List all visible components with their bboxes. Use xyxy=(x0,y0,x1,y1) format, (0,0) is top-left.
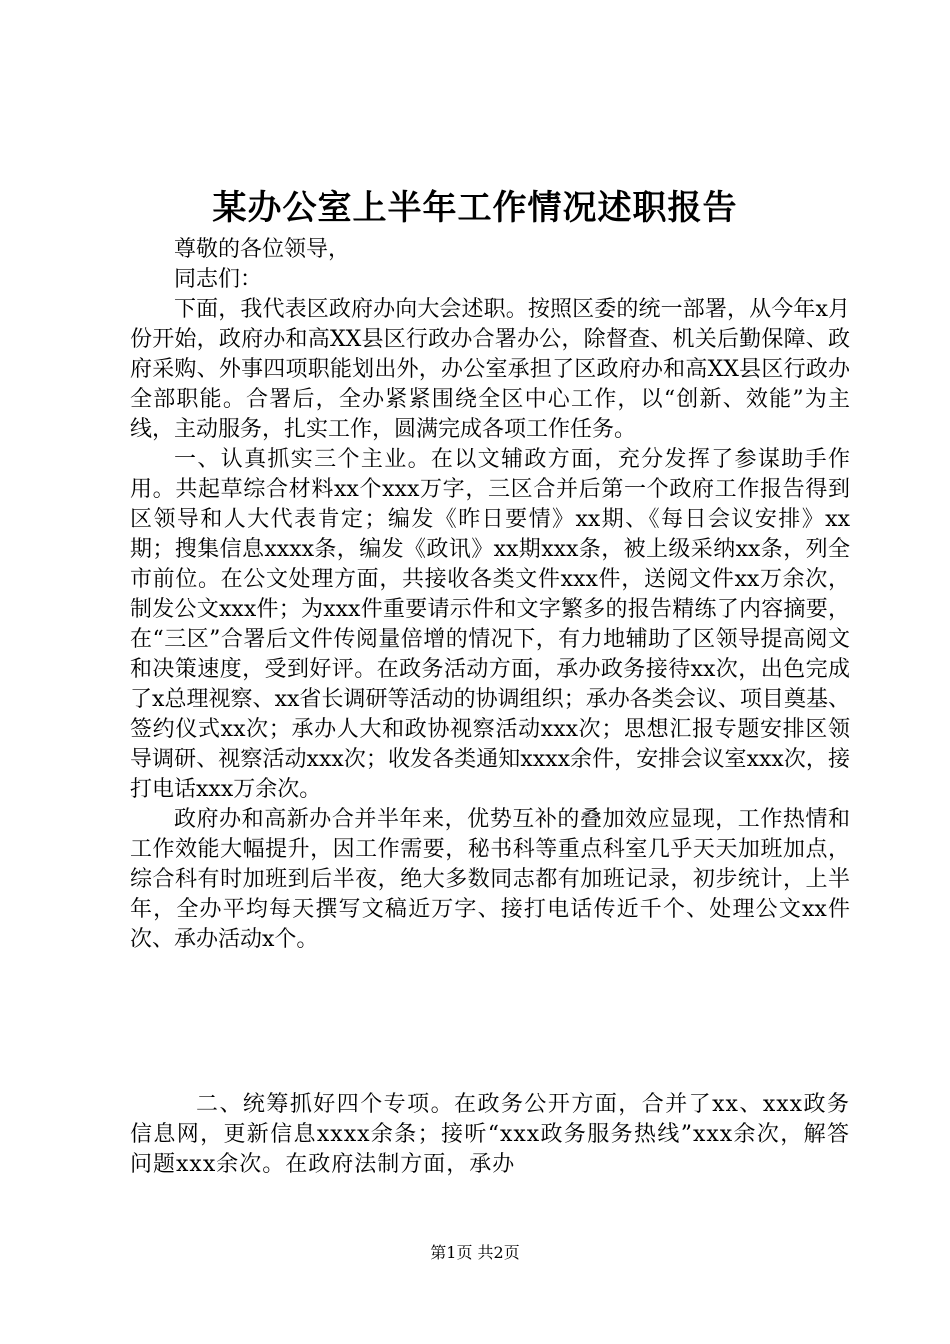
document-body-section-2 xyxy=(130,1090,850,1180)
paragraph-intro: 下面，我代表区政府办向大会述职。按照区委的统一部署，从今年x月份开始，政府办和高XX县区行政办合署办公，除督查、机关后勤保障、政府采购、外事四项职能划出外，办公室承担了区政府办和高XX县区行政办全部职能。合署后，全办紧紧围绕全区中心工作，以“创新、效能”为主线，主动服务，扎实工作，圆满完成各项工作任务。 xyxy=(130,297,850,442)
paragraph-summary: 政府办和高新办合并半年来，优势互补的叠加效应显现，工作热情和工作效能大幅提升，因工作需要，秘书科等重点科室几乎天天加班加点，综合科有时加班到后半夜，绝大多数同志都有加班记录，初步统计，上半年，全办平均每天撰写文稿近万字、接打电话传近千个、处理公文xx件次、承办活动x个。 xyxy=(130,807,850,952)
document-title: 某办公室上半年工作情况述职报告 xyxy=(212,188,738,228)
salutation-line-2: 同志们： xyxy=(174,267,263,292)
page-footer: 第1页 共2页 xyxy=(430,1243,520,1262)
document-body xyxy=(130,235,850,955)
paragraph-section-2: 二、统筹抓好四个专项。在政务公开方面，合并了xx、xxx政务信息网，更新信息xxxx余条；接听“xxx政务服务热线”xxx余次，解答问题xxx余次。在政府法制方面，承办 xyxy=(130,1092,850,1177)
paragraph-section-1: 一、认真抓实三个主业。在以文辅政方面，充分发挥了参谋助手作用。共起草综合材料xx个xxx万字，三区合并后第一个政府工作报告得到区领导和人大代表肯定；编发《昨日要情》xx期、《每日会议安排》xx期；搜集信息xxxx条，编发《政讯》xx期xxx条，被上级采纳xx条，列全市前位。在公文处理方面，共接收各类文件xxx件，送阅文件xx万余次，制发公文xxx件；为xxx件重要请示件和文字繁多的报告精练了内容摘要，在“三区”合署后文件传阅量倍增的情况下，有力地辅助了区领导提高阅文和决策速度，受到好评。在政务活动方面，承办政务接待xx次，出色完成了x总理视察、xx省长调研等活动的协调组织；承办各类会议、项目奠基、签约仪式xx次；承办人大和政协视察活动xxx次；思想汇报专题安排区领导调研、视察活动xxx次；收发各类通知xxxx余件，安排会议室xxx次，接打电话xxx万余次。 xyxy=(130,447,850,802)
salutation-line-1: 尊敬的各位领导， xyxy=(174,237,351,262)
